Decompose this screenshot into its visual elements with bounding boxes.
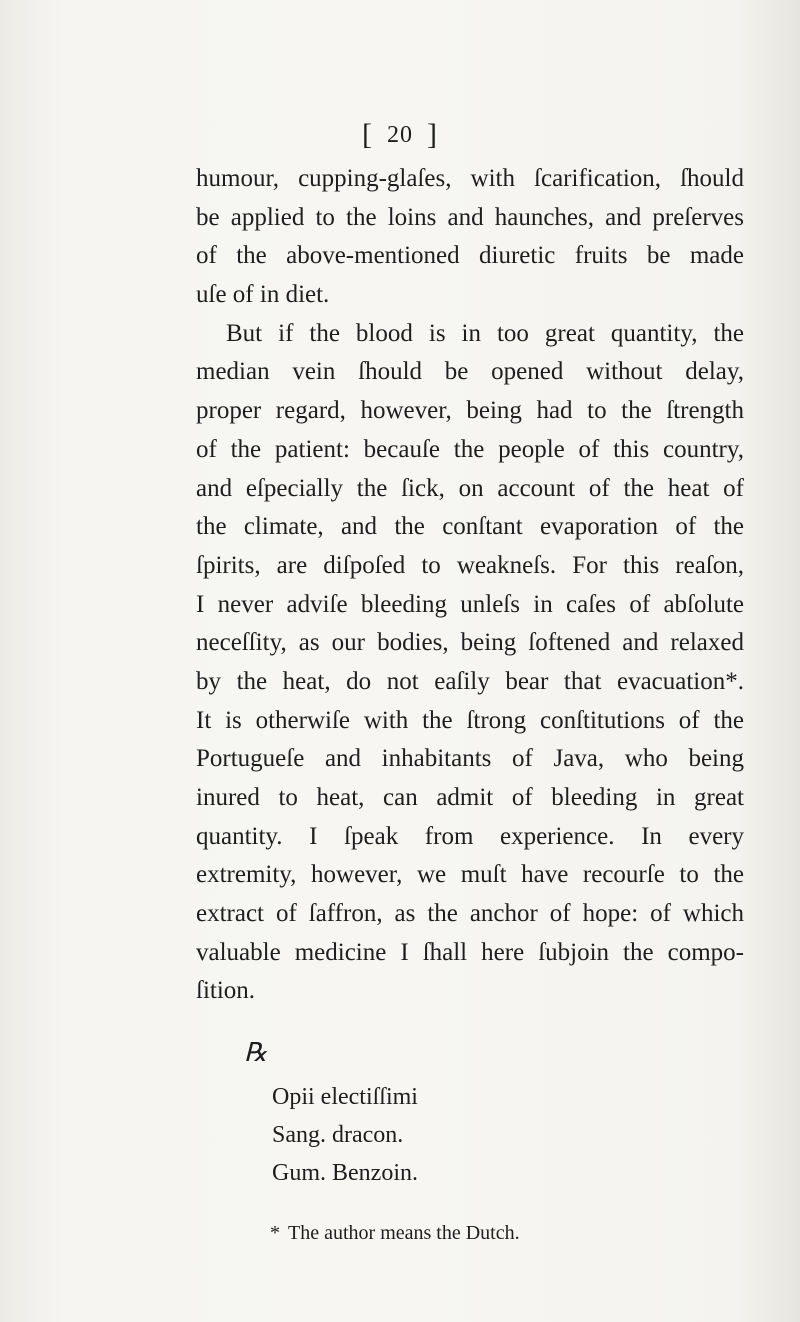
text-line: of the above-mentioned diuretic fruits be made [196, 242, 744, 270]
recipe-items [272, 1078, 418, 1192]
footnote-text: The author means the Dutch. [288, 1222, 520, 1244]
recipe [244, 1038, 418, 1192]
recipe-item: Sang. dracon. [272, 1122, 404, 1148]
text-line: the climate, and the conſtant evaporation of the [196, 513, 744, 541]
recipe-symbol: ℞ [244, 1038, 268, 1067]
text-line: uſe of in diet. [196, 281, 330, 309]
recipe-item: Gum. Benzoin. [272, 1160, 418, 1186]
body-text [196, 160, 744, 1011]
text-line: be applied to the loins and haunches, and preſerves [196, 203, 744, 231]
text-line: and eſpecially the ſick, on account of the heat of [196, 474, 744, 502]
text-line: ſpirits, are diſpoſed to weakneſs. For this reaſon, [196, 551, 744, 579]
text-line: by the heat, do not eaſily bear that evacuation*. [196, 667, 744, 695]
text-line: ſition. [196, 977, 256, 1005]
text-line: extract of ſaffron, as the anchor of hope: of which [196, 900, 744, 928]
text-line: proper regard, however, being had to the ſtrength [196, 397, 744, 425]
recipe-item: Opii electiſſimi [272, 1084, 418, 1110]
text-line: It is otherwiſe with the ſtrong conſtitutions of the [196, 706, 744, 734]
text-line: quantity. I ſpeak from experience. In every [196, 822, 744, 850]
page-number: 20 [387, 122, 413, 148]
footnote [270, 1222, 520, 1245]
header-open-bracket: [ [362, 118, 373, 151]
text-line: of the patient: becauſe the people of this country, [196, 435, 744, 463]
text-line: Portugueſe and inhabitants of Java, who being [196, 745, 744, 773]
text-line: humour, cupping-glaſes, with ſcarification, ſhould [196, 165, 744, 192]
text-line: inured to heat, can admit of bleeding in great [196, 784, 744, 811]
header-close-bracket: ] [427, 118, 438, 151]
page-header [0, 118, 800, 152]
text-line: I never adviſe bleeding unleſs in caſes of abſolute [196, 590, 744, 618]
text-line: But if the blood is in too great quantity, the [226, 319, 744, 347]
text-line: neceſſity, as our bodies, being ſoftened and relaxed [196, 629, 744, 657]
footnote-mark: * [270, 1222, 280, 1244]
text-line: valuable medicine I ſhall here ſubjoin the compo- [196, 938, 744, 966]
text-line: extremity, however, we muſt have recourſe to the [196, 861, 744, 889]
text-line: median vein ſhould be opened without delay, [196, 358, 744, 386]
